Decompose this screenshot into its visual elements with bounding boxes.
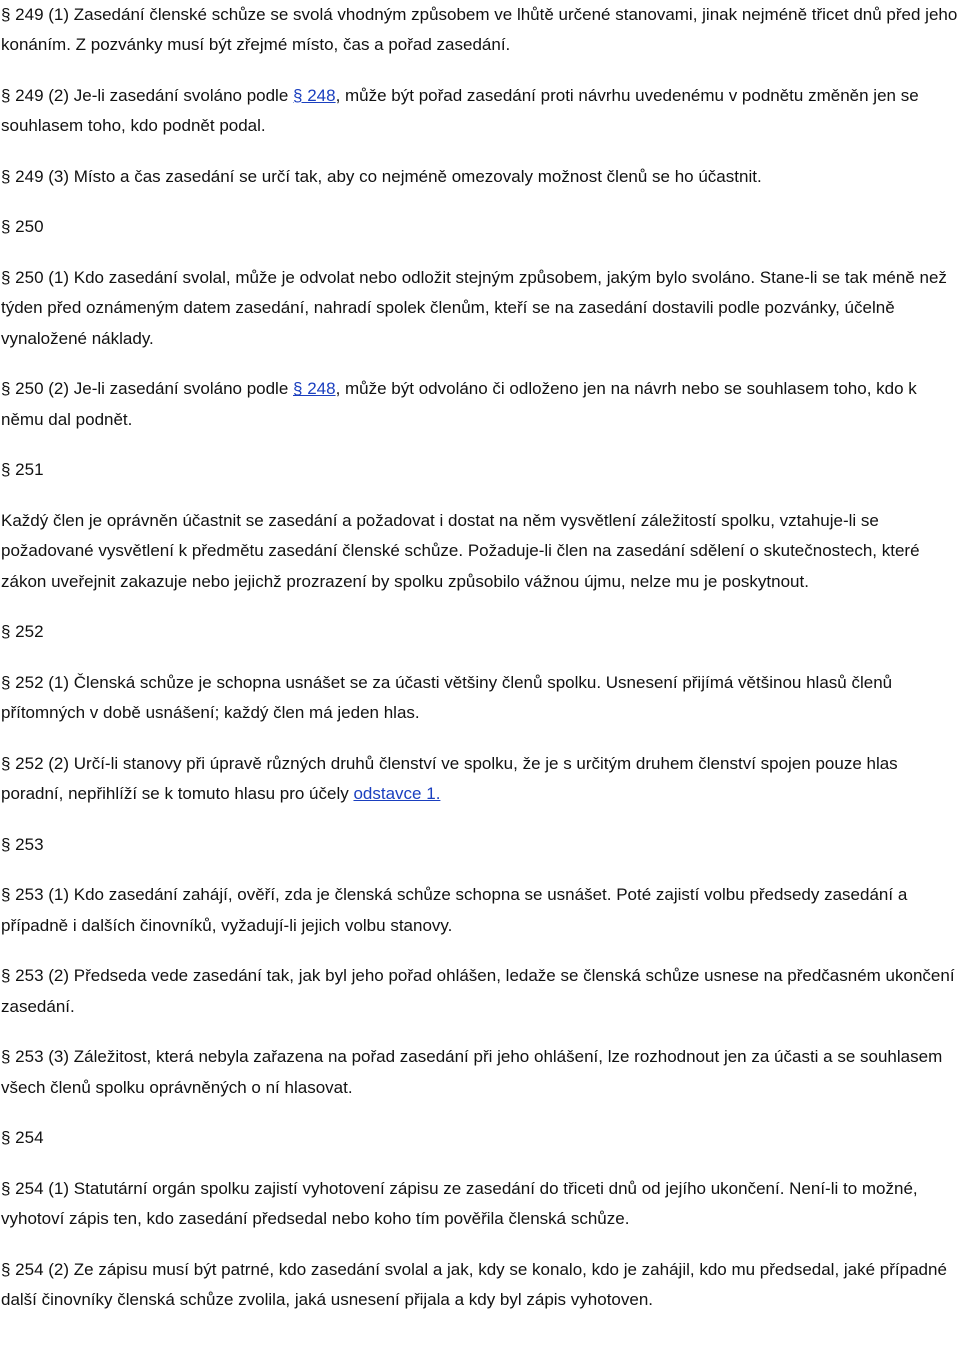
text-segment: Každý člen je oprávněn účastnit se zasedání a požadovat i dostat na něm vysvětlení záležitostí spolku, vztahuje-li se požadované vysvětlení k předmětu zasedání členské schůze. Požaduje-li člen na zasedání sdělení o skutečnostech, které zákon uveřejnit zakazuje nebo jejichž prozrazení by spolku způsobilo vážnou újmu, nelze mu je poskytnout. <box>1 510 920 591</box>
text-segment: § 249 (3) Místo a čas zasedání se určí tak, aby co nejméně omezovaly možnost členů se ho účastnit. <box>1 166 762 186</box>
section-heading <box>1 1123 958 1154</box>
paragraph <box>1 374 958 435</box>
paragraph <box>1 162 958 193</box>
paragraph <box>1 81 958 142</box>
paragraph <box>1 961 958 1022</box>
paragraph <box>1 0 958 61</box>
cross-reference-link[interactable]: § 248 <box>293 379 336 398</box>
text-segment: § 253 (3) Záležitost, která nebyla zařazena na pořad zasedání při jeho ohlášení, lze rozhodnout jen za účasti a se souhlasem všech členů spolku oprávněných o ní hlasovat. <box>1 1047 943 1097</box>
section-heading <box>1 617 958 648</box>
cross-reference-link[interactable]: odstavce 1. <box>353 784 441 803</box>
text-segment: § 251 <box>1 460 44 479</box>
text-segment: § 252 (2) Určí-li stanovy při úpravě různých druhů členství ve spolku, že je s určitým druhem členství spojen pouze hlas poradní, nepřihlíží se k tomuto hlasu pro účely <box>1 753 898 803</box>
text-segment: § 254 <box>1 1128 44 1147</box>
text-segment: § 250 (2) Je-li zasedání svoláno podle <box>1 379 294 398</box>
text-segment: § 250 (1) Kdo zasedání svolal, může je odvolat nebo odložit stejným způsobem, jakým bylo svoláno. Stane-li se tak méně než týden před oznámeným datem zasedání, nahradí spolek členům, kteří se na zasedání dostavili podle pozvánky, účelně vynaložené náklady. <box>1 267 947 348</box>
text-segment: § 252 (1) Členská schůze je schopna usnášet se za účasti většiny členů spolku. Usnesení přijímá většinou hlasů členů přítomných v době usnášení; každý člen má jeden hlas. <box>1 672 893 722</box>
paragraph <box>1 749 958 810</box>
cross-reference-link[interactable]: § 248 <box>293 85 336 105</box>
text-segment: § 249 (2) Je-li zasedání svoláno podle <box>1 85 294 105</box>
section-heading <box>1 455 958 486</box>
paragraph <box>1 1174 958 1235</box>
text-segment: § 250 <box>1 217 44 236</box>
section-heading <box>1 830 958 861</box>
text-segment: § 249 (1) Zasedání členské schůze se svolá vhodným způsobem ve lhůtě určené stanovami, jinak nejméně třicet dnů před jeho konáním. Z pozvánky musí být zřejmé místo, čas a pořad zasedání. <box>1 4 958 54</box>
text-segment: § 252 <box>1 622 44 641</box>
paragraph <box>1 1255 958 1316</box>
paragraph <box>1 1042 958 1103</box>
paragraph <box>1 506 958 598</box>
text-segment: § 253 <box>1 834 44 854</box>
text-segment: § 254 (1) Statutární orgán spolku zajistí vyhotovení zápisu ze zasedání do třiceti dnů od jejího ukončení. Není-li to možné, vyhotoví zápis ten, kdo zasedání předsedal nebo koho tím pověřila členská schůze. <box>1 1178 918 1228</box>
text-segment: § 253 (1) Kdo zasedání zahájí, ověří, zda je členská schůze schopna se usnášet. Poté zajistí volbu předsedy zasedání a případně i dalších činovníků, vyžadují-li jejich volbu stanovy. <box>1 885 908 935</box>
paragraph <box>1 263 958 355</box>
text-segment: , může být pořad zasedání proti návrhu uvedenému v podnětu změněn jen se souhlasem toho, kdo podnět podal. <box>1 85 919 135</box>
text-segment: , může být odvoláno či odloženo jen na návrh nebo se souhlasem toho, kdo k němu dal podnět. <box>1 379 917 429</box>
paragraph <box>1 668 958 729</box>
text-segment: § 253 (2) Předseda vede zasedání tak, jak byl jeho pořad ohlášen, ledaže se členská schůze usnese na předčasném ukončení zasedání. <box>1 966 955 1016</box>
paragraph <box>1 880 958 941</box>
text-segment: § 254 (2) Ze zápisu musí být patrné, kdo zasedání svolal a jak, kdy se konalo, kdo je zahájil, kdo mu předsedal, jaké případné další činovníky členská schůze zvolila, jaká usnesení přijala a kdy byl zápis vyhotoven. <box>1 1259 947 1309</box>
section-heading <box>1 212 958 243</box>
